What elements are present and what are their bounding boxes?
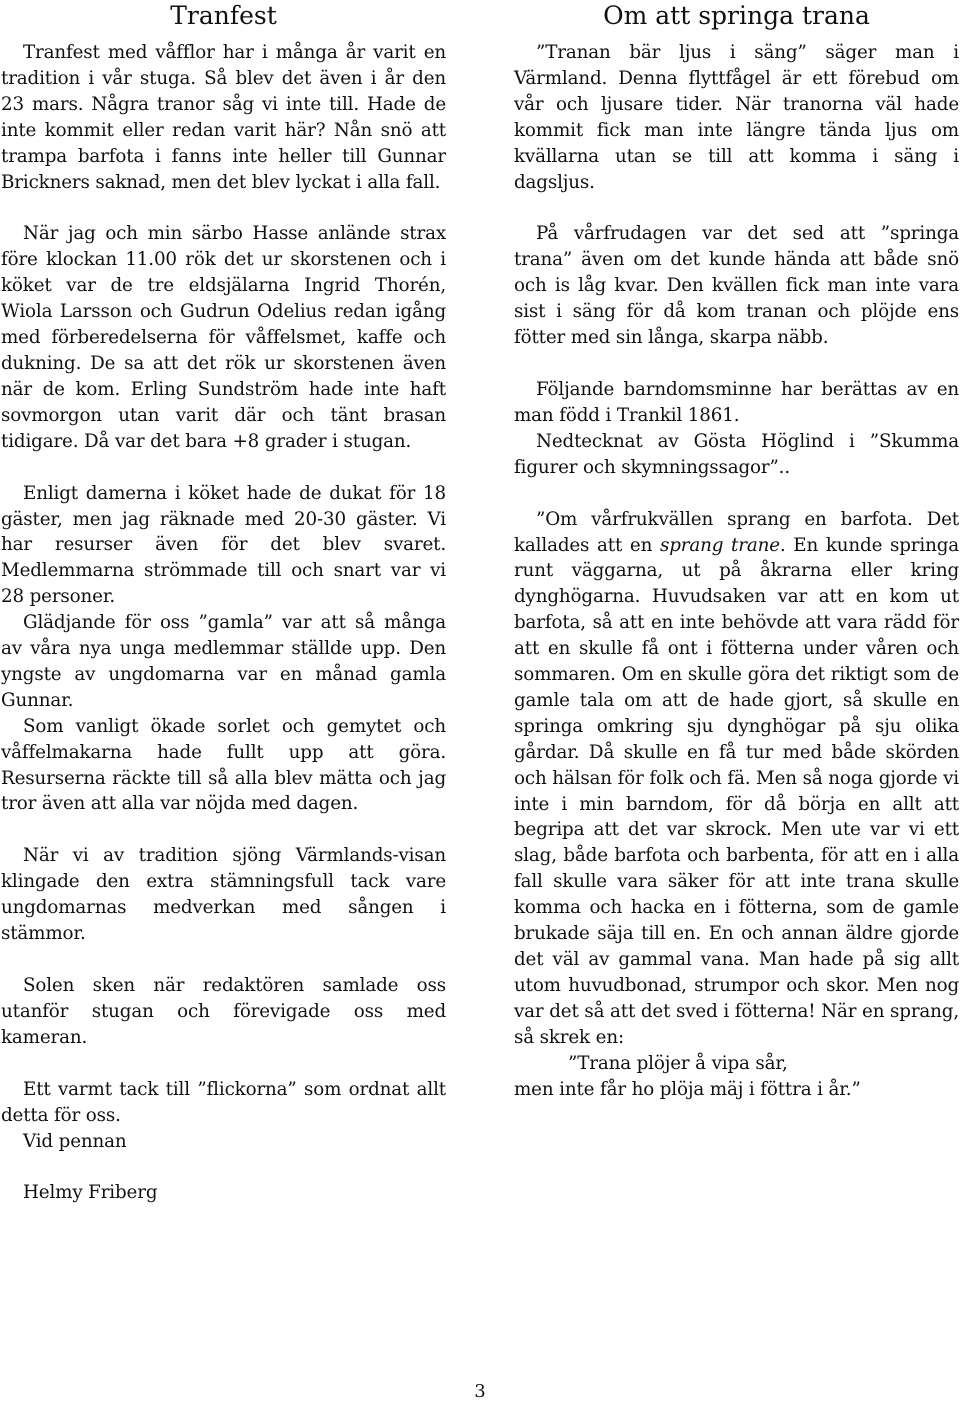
paragraph: Tranfest med våfflor har i många år varit en tradition i vår stuga. Så blev det även i år den 23 mars. Några tranor såg vi inte till. Hade de inte kommit eller redan varit här? Nån snö att trampa barfota i fanns inte heller till Gunnar Brickners saknad, men det blev lyckat i alla fall. xyxy=(1,42,446,193)
page-number: 3 xyxy=(474,1381,486,1402)
paragraph: Nedtecknat av Gösta Höglind i ”Skumma figurer och skymningssagor”.. xyxy=(514,430,959,478)
left-column xyxy=(1,0,446,1206)
paragraph: Som vanligt ökade sorlet och gemytet och våffelmakarna hade fullt upp att göra. Resurserna räckte till så alla blev mätta och jag tror även att alla var nöjda med dagen. xyxy=(1,715,446,815)
paragraph: ”Tranan bär ljus i säng” säger man i Värmland. Denna flyttfågel är ett förebud om vår och ljusare tider. När tranorna väl hade kommit fick man inte längre tända ljus om kvällarna utan se till att komma i säng i dagsljus. xyxy=(514,42,959,193)
paragraph: När vi av tradition sjöng Värmlands-visan klingade den extra stämningsfull tack vare ungdomarnas medverkan med sången i stämmor. xyxy=(1,845,446,945)
quote-paragraph xyxy=(514,507,959,1051)
verse-line: ”Trana plöjer å vipa sår, xyxy=(568,1052,788,1074)
paragraph: Solen sken när redaktören samlade oss utanför stugan och förevigade oss med kameran. xyxy=(1,975,446,1048)
paragraph: Följande barndomsminne har berättas av en man född i Trankil 1861. xyxy=(514,378,959,426)
verse-line: men inte får ho plöja mäj i föttra i år.” xyxy=(514,1078,861,1100)
signoff-line: Vid pennan xyxy=(23,1130,127,1152)
paragraph: Enligt damerna i köket hade de dukat för 18 gäster, men jag räknade med 20-30 gäster. Vi har resurser även för det blev svaret. Medlemmarna strömmade till och snart var vi 28 personer. xyxy=(1,482,446,608)
quote-text: . En kunde springa runt väggarna, ut på åkrarna eller kring dynghögarna. Huvudsaken var att en kom ut barfota, så att en inte behövde att vara rädd för att en skulle få ont i fötterna under våren och sommaren. Om en skulle göra det riktigt som de gamle tala om att de hade gjort, så skulle en springa omkring sju dynghögar på sju olika gårdar. Då skulle en få tur med både skörden och hälsan för folk och fä. Men så noga gjorde vi inte i min barndom, för då börja en allt att begripa att det var skrock. Men ute var vi ett slag, både barfota och barbenta, för att en i alla fall skulle vara säker för att inte trana skulle komma och hacka en i fötterna, som de gamle brukade säja till en. En och annan äldre gjorde det väl av gammal vana. Man hade på sig allt utom huvudbonad, strumpor och skor. Men nog var det så att det sved i fötterna! När en sprang, så skrek en: xyxy=(514,534,960,1048)
author-name: Helmy Friberg xyxy=(23,1182,158,1204)
article-title-tranfest: Tranfest xyxy=(170,1,277,30)
quote-italic-term: sprang trane xyxy=(659,534,780,556)
article-title-springa-trana: Om att springa trana xyxy=(603,1,870,30)
paragraph: När jag och min särbo Hasse anlände strax före klockan 11.00 rök det ur skorstenen och i köket var de tre eldsjälarna Ingrid Thorén, Wiola Larsson och Gudrun Odelius redan igång med förberedelserna för våffelsmet, kaffe och dukning. De sa att det rök ur skorstenen även när de kom. Erling Sundström hade inte haft sovmorgon utan varit där och tänt brasan tidigare. Då var det bara +8 grader i stugan. xyxy=(1,223,446,452)
quote-text: ”Om vårfrukvällen sprang en barfota. Det kallades att en xyxy=(514,508,959,556)
article-body-springa-trana xyxy=(514,40,959,1102)
right-column xyxy=(514,0,959,1102)
paragraph: På vårfrudagen var det sed att ”springa trana” även om det kunde hända att både snö och is låg kvar. Den kvällen fick man inte vara sist i säng för då kom tranan och plöjde ens fötter med sin långa, skarpa näbb. xyxy=(514,223,959,349)
paragraph: Ett varmt tack till ”flickorna” som ordnat allt detta för oss. xyxy=(1,1078,446,1126)
article-body-tranfest xyxy=(1,40,446,1206)
paragraph: Glädjande för oss ”gamla” var att så många av våra nya unga medlemmar ställde upp. Den yngste av ungdomarna var en månad gamla Gunnar. xyxy=(1,612,446,711)
